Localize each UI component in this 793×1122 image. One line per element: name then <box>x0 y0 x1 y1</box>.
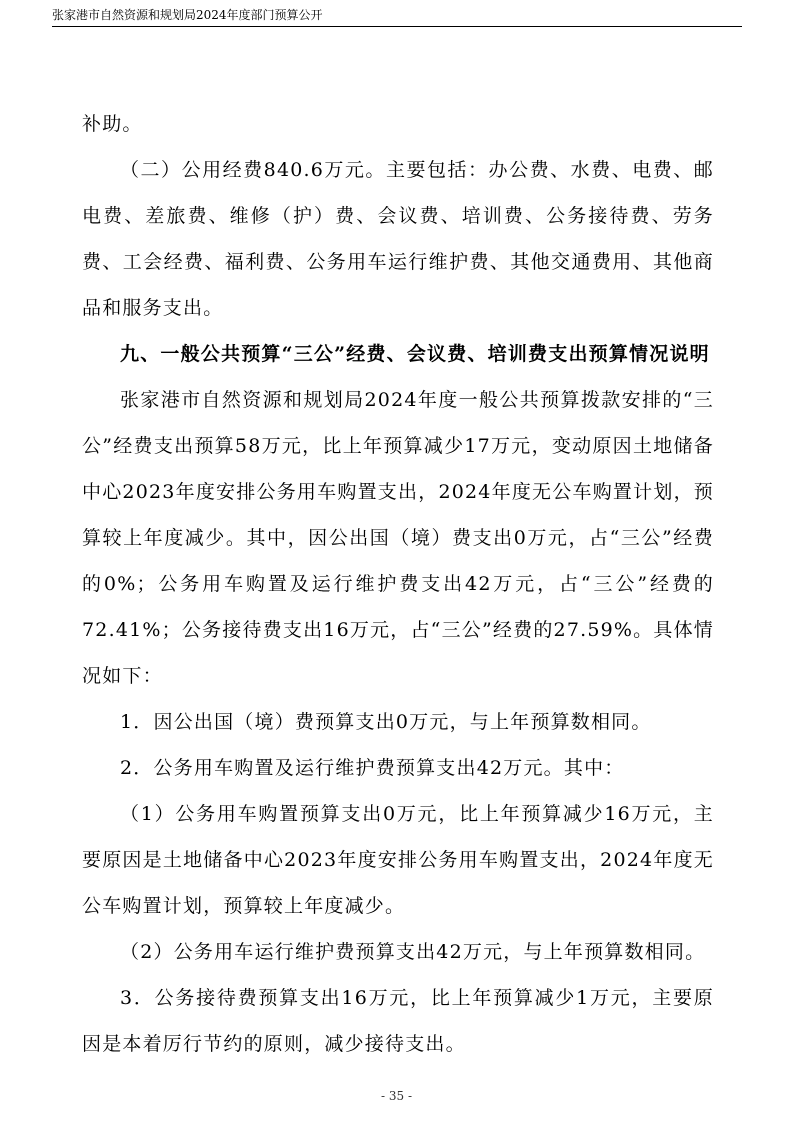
paragraph-item-2-2-maintenance: （2）公务用车运行维护费预算支出42万元，与上年预算数相同。 <box>120 941 706 963</box>
paragraph-public-funds: （二）公用经费840.6万元。主要包括：办公费、水费、电费、邮电费、差旅费、维修（护）费、会议费、培训费、公务接待费、劳务费、工会经费、福利费、公务用车运行维护费、其他交通费用、其他商品和服务支出。 <box>82 159 714 319</box>
paragraph-item-3-reception: 3．公务接待费预算支出16万元，比上年预算减少1万元，主要原因是本着厉行节约的原则，减少接待支出。 <box>82 987 714 1055</box>
section-heading-three-public: 九、一般公共预算“三公”经费、会议费、培训费支出预算情况说明 <box>120 343 710 365</box>
paragraph-item-2-1-purchase: （1）公务用车购置预算支出0万元，比上年预算减少16万元，主要原因是土地储备中心2023年度安排公务用车购置支出，2024年度无公车购置计划，预算较上年度减少。 <box>82 803 714 917</box>
document-body <box>82 101 714 1067</box>
paragraph-item-2-vehicles: 2．公务用车购置及运行维护费预算支出42万元。其中： <box>120 757 625 779</box>
paragraph-three-public-summary: 张家港市自然资源和规划局2024年度一般公共预算拨款安排的“三公”经费支出预算58万元，比上年预算减少17万元，变动原因土地储备中心2023年度安排公务用车购置支出，2024年度无公车购置计划，预算较上年度减少。其中，因公出国（境）费支出0万元，占“三公”经费的0%；公务用车购置及运行维护费支出42万元，占“三公”经费的72.41%；公务接待费支出16万元，占“三公”经费的27.59%。具体情况如下： <box>82 389 714 687</box>
page-header <box>52 6 742 27</box>
paragraph-subsidy-end: 补助。 <box>82 113 143 135</box>
header-title: 张家港市自然资源和规划局2024年度部门预算公开 <box>52 8 323 22</box>
paragraph-item-1-overseas: 1．因公出国（境）费预算支出0万元，与上年预算数相同。 <box>120 711 652 733</box>
page-number: - 35 - <box>380 1089 412 1103</box>
